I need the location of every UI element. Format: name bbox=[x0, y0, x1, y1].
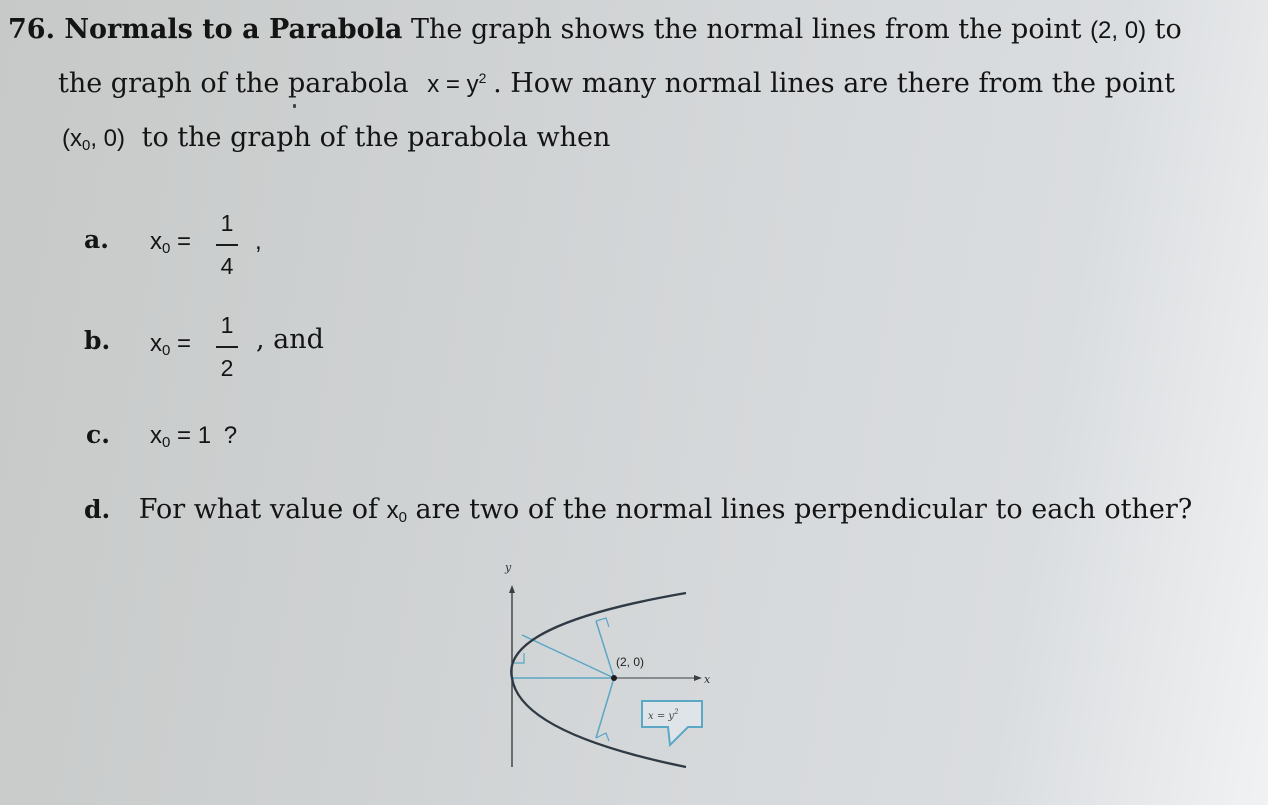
part-c-label: c. bbox=[86, 420, 110, 449]
part-b-x: x bbox=[150, 330, 162, 357]
problem-line-3 bbox=[62, 122, 610, 154]
eq-exponent: 2 bbox=[478, 70, 487, 86]
problem-text-1: The graph shows the normal lines from the point bbox=[411, 14, 1082, 45]
part-a-x: x bbox=[150, 228, 162, 255]
parabola-label-callout bbox=[642, 701, 702, 745]
part-a-sub: 0 bbox=[162, 240, 171, 257]
part-c-expression bbox=[150, 422, 237, 451]
problem-text-to: to bbox=[1154, 14, 1182, 45]
x0-subscript: 0 bbox=[82, 137, 91, 154]
parabola-equation bbox=[427, 71, 493, 98]
part-c-x: x bbox=[150, 422, 162, 449]
problem-text-2a: the graph of the parabola bbox=[58, 68, 409, 99]
part-b-tail: , and bbox=[256, 324, 324, 355]
y-axis-label: y bbox=[505, 561, 512, 574]
callout-equals: = bbox=[656, 711, 666, 722]
point-2-0-marker bbox=[611, 675, 617, 681]
x0-close: , 0) bbox=[90, 125, 126, 152]
pen-mark bbox=[293, 104, 296, 108]
part-c-sub: 0 bbox=[162, 434, 171, 451]
parabola-curve bbox=[511, 593, 686, 767]
x-axis-label: x bbox=[704, 673, 711, 686]
y-axis-arrow-icon bbox=[509, 585, 515, 593]
part-b-fraction-bar bbox=[216, 346, 238, 348]
part-a-equals: = bbox=[177, 228, 192, 255]
normal-line-lower bbox=[596, 678, 614, 738]
problem-line-2 bbox=[58, 68, 1175, 99]
part-a-tail: , bbox=[255, 228, 262, 255]
part-d-sub: 0 bbox=[398, 509, 407, 526]
part-b-equals: = bbox=[177, 330, 192, 357]
normal-line-upper-steep bbox=[596, 621, 614, 678]
problem-text-2b: . How many normal lines are there from the point bbox=[493, 68, 1175, 99]
callout-y: y bbox=[668, 711, 675, 722]
part-d-x0 bbox=[387, 497, 407, 524]
right-angle-marker-lower bbox=[596, 733, 609, 741]
part-a-label: a. bbox=[84, 225, 109, 254]
x-axis-arrow-icon bbox=[694, 675, 702, 681]
parabola-normals-diagram bbox=[500, 555, 720, 775]
part-c-question: ? bbox=[223, 422, 238, 449]
part-c-value: 1 bbox=[197, 422, 212, 449]
part-a-numerator: 1 bbox=[220, 210, 234, 236]
part-b-denominator: 2 bbox=[220, 355, 234, 381]
part-d-text-a: For what value of bbox=[138, 494, 378, 525]
part-b-variable bbox=[150, 330, 191, 359]
problem-line-1 bbox=[8, 14, 1182, 45]
point-coordinates: (2, 0) bbox=[1090, 17, 1147, 44]
eq-y: y bbox=[466, 71, 479, 98]
part-b-sub: 0 bbox=[162, 342, 171, 359]
part-d-line bbox=[84, 494, 1192, 526]
normal-line-upper bbox=[522, 635, 614, 678]
problem-title: 76. Normals to a Parabola bbox=[8, 14, 403, 45]
point-label: (2, 0) bbox=[616, 655, 645, 669]
callout-x: x bbox=[648, 711, 654, 722]
part-b-label: b. bbox=[84, 326, 111, 355]
problem-text-3: to the graph of the parabola when bbox=[141, 122, 611, 153]
part-d-x: x bbox=[386, 497, 399, 524]
part-a-variable bbox=[150, 228, 191, 257]
part-d-label: d. bbox=[84, 495, 111, 524]
part-d-text-b: are two of the normal lines perpendicular to each other? bbox=[415, 494, 1193, 525]
part-b-numerator: 1 bbox=[220, 312, 234, 338]
part-c-equals: = bbox=[177, 422, 192, 449]
x0-point bbox=[62, 125, 125, 152]
part-a-denominator: 4 bbox=[220, 253, 234, 279]
eq-x: x bbox=[427, 71, 440, 98]
part-a-fraction-bar bbox=[216, 244, 238, 246]
callout-exponent: 2 bbox=[674, 708, 679, 716]
x0-open: (x bbox=[62, 125, 82, 152]
eq-equals: = bbox=[445, 71, 460, 98]
